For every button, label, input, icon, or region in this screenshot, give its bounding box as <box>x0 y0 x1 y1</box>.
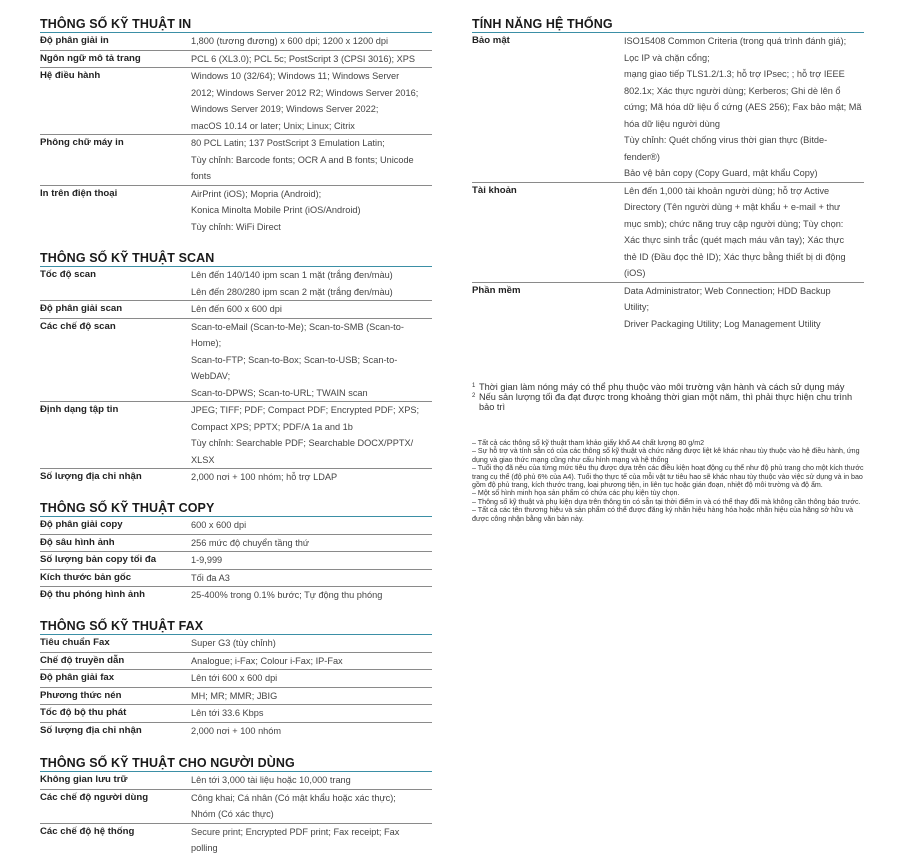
spec-value-line: Xác thực sinh trắc (quét mạch máu vân tay); Xác thực <box>624 235 845 245</box>
spec-row <box>40 653 432 671</box>
spec-value <box>191 267 432 300</box>
section-title: THÔNG SỐ KỸ THUẬT FAX <box>40 619 432 635</box>
spec-value-line: Secure print; Encrypted PDF print; Fax receipt; Fax <box>191 826 400 837</box>
spec-value-line: mục smb); chức năng truy cập người dùng; Tùy chọn: <box>624 218 844 229</box>
spec-row <box>40 301 432 319</box>
spec-value-line: hóa dữ liệu người dùng <box>624 118 720 129</box>
spec-row <box>40 670 432 688</box>
spec-value-line: MH; MR; MMR; JBIG <box>191 690 278 701</box>
copy-specs <box>40 501 432 604</box>
footnote-mark: 2 <box>472 393 476 399</box>
spec-label: Tốc độ scan <box>40 269 96 280</box>
spec-value-line: Tối đa A3 <box>191 572 230 583</box>
spec-value-line: WebDAV; <box>191 371 231 381</box>
spec-table <box>40 772 432 857</box>
spec-value-line: Windows 10 (32/64); Windows 11; Windows Server <box>191 71 400 81</box>
footnote-1 <box>472 382 867 392</box>
spec-value <box>191 517 432 534</box>
spec-value <box>191 824 432 857</box>
spec-value-line: Super G3 (tùy chỉnh) <box>191 638 276 648</box>
spec-label: Số lượng bản copy tối đa <box>40 554 157 565</box>
section-title: THÔNG SỐ KỸ THUẬT IN <box>40 17 432 33</box>
spec-value-line: Lên tới 3,000 tài liệu hoặc 10,000 trang <box>191 775 351 785</box>
spec-value-line: thẻ ID (Đầu đọc thẻ ID); Xác thực bằng thiết bị di động <box>624 251 846 262</box>
spec-row <box>40 570 432 588</box>
disclaimer-line: – Thông số kỹ thuật và phụ kiện dựa trên thông tin có sẵn tại thời điểm in và có thể thay đổi mà không cần thông báo trước. <box>472 497 861 506</box>
spec-value-line: fender®) <box>624 151 660 162</box>
spec-value <box>191 772 432 789</box>
spec-value-line: Nhóm (Có xác thực) <box>191 809 274 819</box>
spec-value-line: Tùy chỉnh: Barcode fonts; OCR A and B fonts; Unicode <box>191 154 414 165</box>
spec-value <box>191 68 432 134</box>
spec-value-line: Lên đến 1,000 tài khoản người dùng; hỗ trợ Active <box>624 185 830 196</box>
spec-label: Độ phân giải copy <box>40 519 123 530</box>
spec-row <box>40 587 432 604</box>
spec-value-line: Scan-to-FTP; Scan-to-Box; Scan-to-USB; Scan-to- <box>191 354 398 365</box>
section-title: THÔNG SỐ KỸ THUẬT CHO NGƯỜI DÙNG <box>40 756 432 772</box>
spec-value-line: XLSX <box>191 454 215 465</box>
disclaimer-line: – Tất cả các tên thương hiệu và sản phẩm có thể được đăng ký nhãn hiệu hàng hóa hoặc nhãn hiệu của hãng sở hữu và được công nhận bằng văn bản này. <box>472 506 854 523</box>
footnotes <box>472 382 867 412</box>
disclaimer-line: – Sự hỗ trợ và tính sẵn có của các thông số kỹ thuật và chức năng được liệt kê khác nhau tùy thuộc vào hệ điều hành, ứng dụng và giao thức mạng cũng như cấu hình mạng và hệ thống <box>472 447 860 464</box>
spec-value-line: AirPrint (iOS); Mopria (Android); <box>191 188 322 199</box>
spec-value-line: Analogue; i-Fax; Colour i-Fax; IP-Fax <box>191 655 343 666</box>
spec-value <box>191 319 432 402</box>
disclaimer-line: – Một số hình minh họa sản phẩm có chứa các phụ kiện tùy chọn. <box>472 489 680 498</box>
spec-value-line: Tùy chỉnh: Searchable PDF; Searchable DOCX/PPTX/ <box>191 438 414 448</box>
spec-value-line: Konica Minolta Mobile Print (iOS/Android) <box>191 205 361 215</box>
spec-value-line: 2,000 nơi + 100 nhóm <box>191 725 282 736</box>
spec-value-line: 25-400% trong 0.1% bước; Tự động thu phóng <box>191 590 383 600</box>
spec-value-line: (iOS) <box>624 268 646 278</box>
spec-row <box>40 33 432 51</box>
spec-table <box>40 33 432 235</box>
spec-value-line: Công khai; Cá nhân (Có mật khẩu hoặc xác thực); <box>191 792 396 803</box>
spec-label: Độ phân giải fax <box>40 672 115 683</box>
spec-label: Độ phân giải scan <box>40 303 123 314</box>
spec-row <box>40 135 432 186</box>
spec-row <box>40 723 432 740</box>
spec-row <box>40 772 432 790</box>
section-title: TÍNH NĂNG HỆ THỐNG <box>472 17 864 33</box>
footnote-text: Nếu sản lượng tối đa đạt được trong khoảng thời gian một năm, thì phải thực hiện chu trình bảo trì <box>479 392 853 412</box>
spec-value-line: mạng giao tiếp TLS1.2/1.3; hỗ trợ IPsec; ; hỗ trợ IEEE <box>624 69 845 79</box>
spec-row <box>40 535 432 553</box>
disclaimers <box>472 439 867 523</box>
spec-label: In trên điện thoại <box>40 187 118 199</box>
spec-row <box>40 552 432 570</box>
spec-row <box>40 517 432 535</box>
spec-value-line: Tùy chỉnh: WiFi Direct <box>191 221 281 232</box>
spec-value <box>191 552 432 569</box>
spec-value <box>191 790 432 823</box>
spec-label: Số lượng địa chỉ nhận <box>40 724 142 736</box>
spec-row <box>472 33 864 183</box>
spec-label: Ngôn ngữ mô tả trang <box>40 52 141 64</box>
spec-row <box>40 790 432 824</box>
spec-value <box>191 670 432 687</box>
spec-value-line: 1-9,999 <box>191 555 223 565</box>
spec-table <box>40 267 432 486</box>
spec-value <box>191 469 432 486</box>
spec-row <box>40 635 432 653</box>
spec-label: Không gian lưu trữ <box>40 774 128 785</box>
spec-row <box>40 402 432 469</box>
spec-label: Phần mềm <box>472 284 521 296</box>
spec-row <box>40 186 432 236</box>
spec-value-line: Lên đến 600 x 600 dpi <box>191 304 282 314</box>
spec-label: Hệ điều hành <box>40 70 101 81</box>
section-title: THÔNG SỐ KỸ THUẬT SCAN <box>40 251 432 267</box>
spec-value-line: polling <box>191 843 218 853</box>
spec-label: Các chế độ hệ thống <box>40 825 135 837</box>
spec-value-line: JPEG; TIFF; PDF; Compact PDF; Encrypted PDF; XPS; <box>191 405 420 415</box>
spec-value-line: 2,000 nơi + 100 nhóm; hỗ trợ LDAP <box>191 472 338 482</box>
footnote-2 <box>472 392 867 412</box>
spec-value-line: 80 PCL Latin; 137 PostScript 3 Emulation Latin; <box>191 138 385 148</box>
spec-label: Kích thước bản gốc <box>40 571 132 583</box>
spec-value-line: Lên tới 600 x 600 dpi <box>191 673 278 683</box>
spec-value <box>191 301 432 318</box>
spec-value <box>191 33 432 50</box>
spec-value <box>191 587 432 604</box>
spec-value <box>191 51 432 68</box>
spec-row <box>40 68 432 135</box>
spec-value-line: Lọc IP và chặn cổng; <box>624 52 710 63</box>
print-specs <box>40 17 432 235</box>
section-title: THÔNG SỐ KỸ THUẬT COPY <box>40 501 432 517</box>
spec-value <box>624 183 864 282</box>
fax-specs <box>40 619 432 739</box>
spec-label: Các chế độ người dùng <box>40 791 149 803</box>
spec-value-line: Lên đến 140/140 ipm scan 1 mặt (trắng đen/màu) <box>191 270 393 280</box>
spec-label: Độ phân giải in <box>40 35 109 46</box>
spec-value <box>191 723 432 740</box>
spec-value-line: Home); <box>191 338 222 348</box>
spec-row <box>40 469 432 486</box>
spec-value-line: Tùy chỉnh: Quét chống virus thời gian thực (Bitde- <box>624 135 828 145</box>
disclaimer-line: – Tuổi thọ đã nêu của từng mức tiêu thụ được dựa trên các điều kiện hoạt động cụ thể như độ phủ trang cho một kích thước trang cụ thể (độ phủ 6% của A4). Tuổi thọ thực tế của mỗi vật tư tiêu hao sẽ khác nhau tùy thuộc vào việc sử dụng và in bao gồm độ phủ trang, kích thước trang, loại phương tiện, in liên tục hoặc gián đoạn, nhiệt độ môi trường và độ ẩm. <box>472 464 864 490</box>
spec-value-line: fonts <box>191 171 211 181</box>
spec-value-line: 802.1x; Xác thực người dùng; Kerberos; Ghi dè lên ổ <box>624 85 841 96</box>
spec-table <box>472 33 864 332</box>
spec-row <box>40 705 432 723</box>
spec-label: Tiêu chuẩn Fax <box>40 637 110 648</box>
spec-row <box>472 183 864 283</box>
spec-value <box>191 688 432 705</box>
spec-label: Các chế độ scan <box>40 320 116 332</box>
spec-value-line: 256 mức độ chuyển tầng thứ <box>191 537 310 548</box>
spec-label: Tốc độ bộ thu phát <box>40 707 127 718</box>
spec-value-line: Compact XPS; PPTX; PDF/A 1a and 1b <box>191 421 353 432</box>
spec-value-line: 1,800 (tương đương) x 600 dpi; 1200 x 1200 dpi <box>191 36 389 46</box>
spec-value <box>191 705 432 722</box>
spec-value <box>191 135 432 185</box>
spec-value-line: PCL 6 (XL3.0); PCL 5c; PostScript 3 (CPSI 3016); XPS <box>191 53 415 64</box>
disclaimer-line: – Tất cả các thông số kỹ thuật tham khảo giấy khổ A4 chất lượng 80 g/m2 <box>472 439 705 447</box>
system-features <box>472 17 864 332</box>
spec-value <box>191 186 432 236</box>
spec-value <box>624 283 864 333</box>
spec-value-line: Bảo vệ bản copy (Copy Guard, mật khẩu Copy) <box>624 168 818 178</box>
spec-label: Bảo mật <box>472 35 510 46</box>
spec-value-line: Lên đến 280/280 ipm scan 2 mặt (trắng đen/màu) <box>191 286 393 297</box>
spec-row <box>40 688 432 706</box>
footnote-text: Thời gian làm nóng máy có thể phụ thuộc vào môi trường vận hành và cách sử dụng máy <box>479 382 845 392</box>
spec-value <box>191 570 432 587</box>
spec-row <box>40 51 432 69</box>
spec-row <box>472 283 864 333</box>
spec-value-line: Scan-to-DPWS; Scan-to-URL; TWAIN scan <box>191 387 368 398</box>
spec-value <box>191 653 432 670</box>
spec-value-line: ISO15408 Common Criteria (trong quá trình đánh giá); <box>624 36 847 46</box>
spec-label: Số lượng địa chỉ nhận <box>40 471 142 482</box>
spec-label: Độ sâu hình ảnh <box>40 536 115 548</box>
spec-value <box>191 635 432 652</box>
spec-value <box>191 402 432 468</box>
spec-row <box>40 267 432 301</box>
spec-value-line: Data Administrator; Web Connection; HDD Backup <box>624 285 831 296</box>
spec-label: Tài khoản <box>472 184 517 196</box>
spec-value-line: Utility; <box>624 302 650 312</box>
spec-value-line: Lên tới 33.6 Kbps <box>191 708 264 718</box>
spec-row <box>40 319 432 403</box>
user-specs <box>40 756 432 857</box>
spec-value-line: 600 x 600 dpi <box>191 520 247 530</box>
spec-value-line: cứng; Mã hóa dữ liệu ổ cứng (AES 256); Fax bảo mật; Mã <box>624 102 862 112</box>
spec-value-line: Windows Server 2019; Windows Server 2022; <box>191 104 379 114</box>
spec-value-line: macOS 10.14 or later; Unix; Linux; Citrix <box>191 120 355 131</box>
spec-value-line: Scan-to-eMail (Scan-to-Me); Scan-to-SMB (Scan-to- <box>191 321 404 332</box>
spec-value-line: Driver Packaging Utility; Log Management Utility <box>624 318 821 329</box>
spec-table <box>40 517 432 604</box>
spec-table <box>40 635 432 739</box>
spec-value <box>624 33 864 182</box>
spec-value-line: 2012; Windows Server 2012 R2; Windows Server 2016; <box>191 87 419 98</box>
scan-specs <box>40 251 432 486</box>
spec-label: Phương thức nén <box>40 689 122 701</box>
spec-label: Độ thu phóng hình ảnh <box>40 589 145 600</box>
footnote-mark: 1 <box>472 383 476 389</box>
spec-value <box>191 535 432 552</box>
spec-label: Chế độ truyền dẫn <box>40 654 125 666</box>
spec-row <box>40 824 432 857</box>
spec-label: Định dạng tập tin <box>40 404 119 415</box>
spec-value-line: Directory (Tên người dùng + mật khẩu + e-mail + thư <box>624 202 841 212</box>
spec-label: Phông chữ máy in <box>40 137 124 148</box>
